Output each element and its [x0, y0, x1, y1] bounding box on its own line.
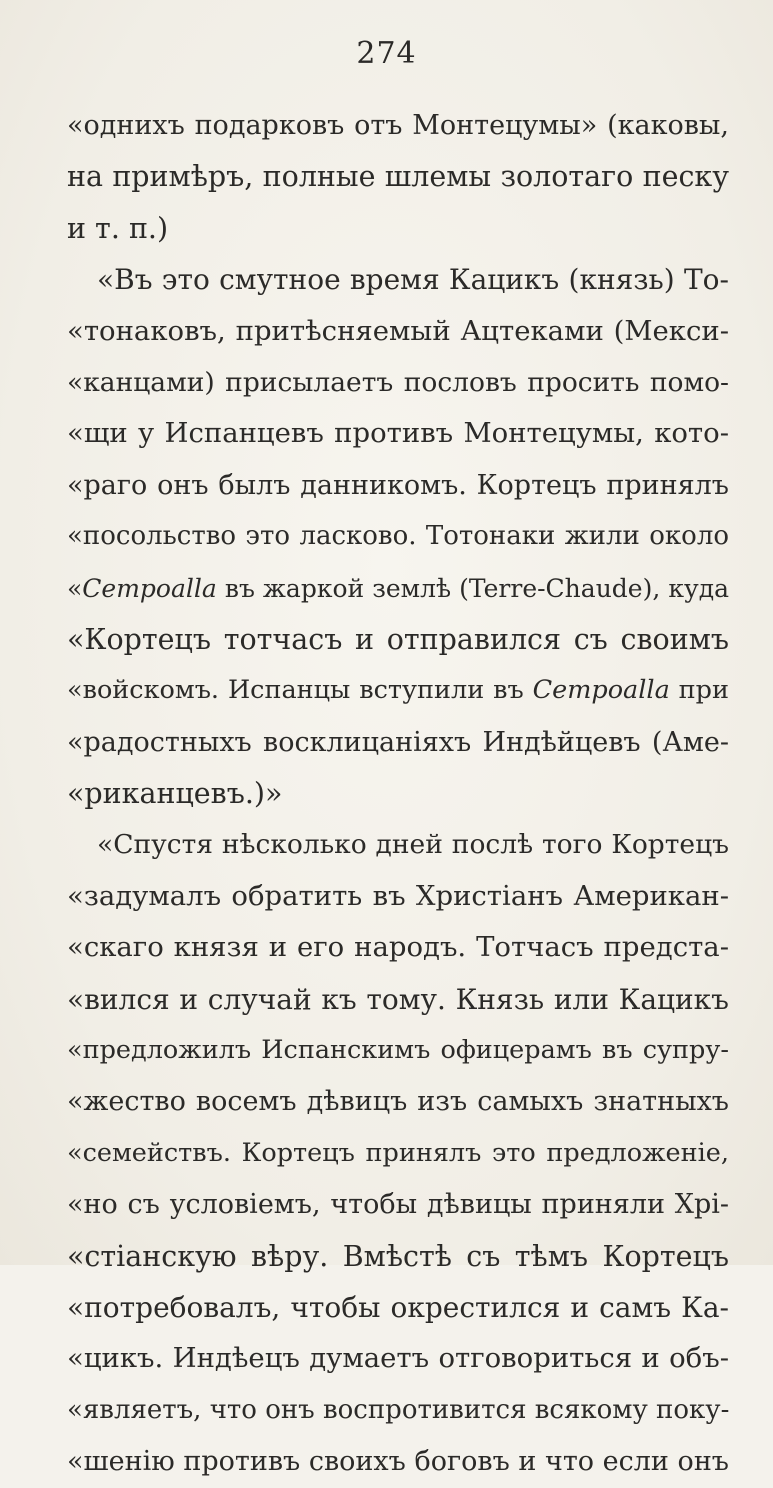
text-line: «вился и случай къ тому. Князь или Кацикъ [67, 982, 729, 1016]
text-line: «радостныхъ восклицаніяхъ Индѣйцевъ (Аме- [67, 726, 729, 758]
text-line: «тонаковъ, притѣсняемый Ацтеками (Мекси- [67, 314, 729, 347]
text-line: «Спустя нѣсколько дней послѣ того Кортецъ [97, 829, 729, 861]
text-line: «семействъ. Кортецъ принялъ это предложеніе, [67, 1137, 729, 1168]
text-line: «являетъ, что онъ воспротивится всякому поку- [67, 1394, 730, 1425]
text-line: «Cempoalla въ жаркой землѣ (Terre-Chaude), куда [67, 573, 729, 603]
text-line: «риканцевъ.)» [67, 777, 283, 811]
text-line: «посольство это ласково. Тотонаки жили около [67, 521, 729, 552]
text-line: «предложилъ Испанскимъ офицерамъ въ супру- [67, 1035, 729, 1066]
body-text [67, 100, 729, 1488]
text-line: «шенію противъ своихъ боговъ и что если онъ [67, 1446, 729, 1478]
text-line: и т. п.) [67, 211, 169, 245]
text-line: «но съ условіемъ, чтобы дѣвицы приняли Хрі- [67, 1189, 729, 1221]
text-line: «Въ это смутное время Кацикъ (князь) То- [97, 263, 729, 297]
text-line: «раго онъ былъ данникомъ. Кортецъ принялъ [67, 469, 729, 501]
text-line: «задумалъ обратить въ Христіанъ Американ- [67, 879, 729, 912]
text-line: «потребовалъ, чтобы окрестился и самъ Ка- [67, 1290, 729, 1324]
text-line: «Кортецъ тотчасъ и отправился съ своимъ [67, 622, 729, 656]
text-line: «войскомъ. Испанцы вступили въ Cempoalla при [67, 675, 730, 706]
text-line: «цикъ. Индѣецъ думаетъ отговориться и объ- [67, 1342, 729, 1375]
text-line: «однихъ подарковъ отъ Монтецумы» (каковы, [67, 110, 729, 141]
text-line: «щи у Испанцевъ противъ Монтецумы, кото- [67, 417, 729, 450]
text-line: «скаго князя и его народъ. Тотчасъ предста- [67, 931, 729, 964]
text-line: «стіанскую вѣру. Вмѣстѣ съ тѣмъ Кортецъ [67, 1239, 729, 1273]
page-number: 274 [356, 36, 417, 71]
text-line: «жество восемъ дѣвицъ изъ самыхъ знатныхъ [67, 1086, 729, 1118]
text-line: на примѣръ, полные шлемы золотаго песку [67, 160, 729, 194]
text-line: «канцами) присылаетъ пословъ просить помо- [67, 366, 729, 398]
